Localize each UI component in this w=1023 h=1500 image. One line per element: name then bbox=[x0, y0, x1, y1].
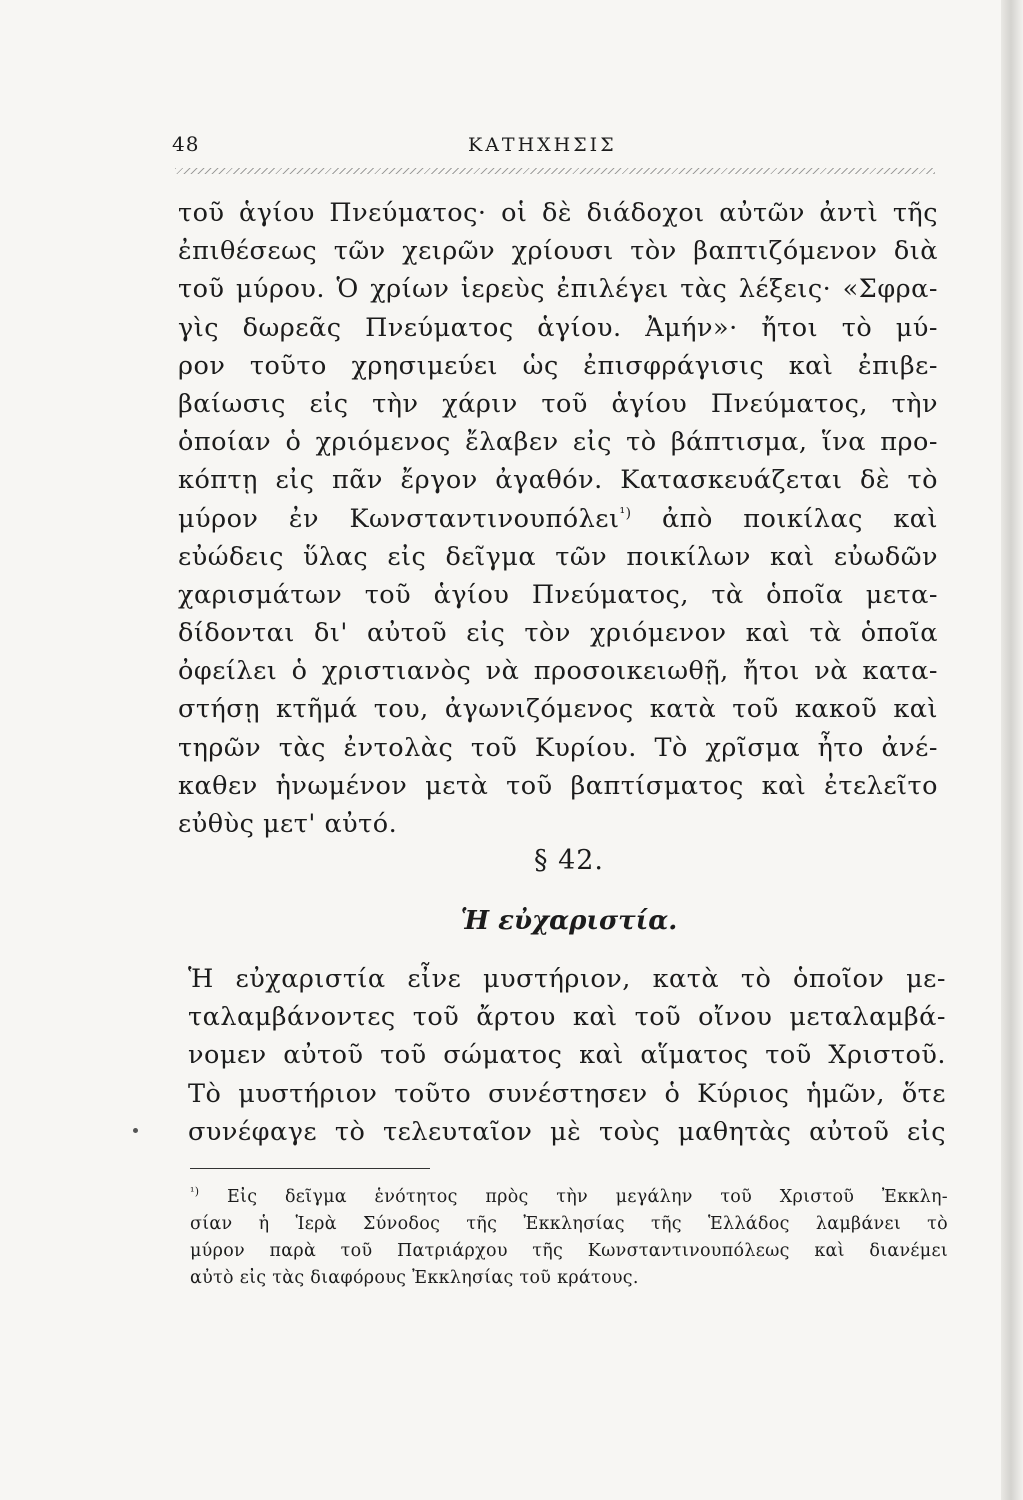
footnote-rule bbox=[190, 1168, 430, 1169]
text-line: Ἡ εὐχαριστία εἶνε μυστήριον, κατὰ τὸ ὁποῖον με- bbox=[188, 964, 946, 994]
text-line: κόπτῃ εἰς πᾶν ἔργον ἀγαθόν. Κατασκευάζεται δὲ τὸ bbox=[178, 465, 938, 496]
body-text bbox=[178, 194, 938, 843]
text-line: τηρῶν τὰς ἐντολὰς τοῦ Κυρίου. Τὸ χρῖσμα ἦτο ἀνέ- bbox=[178, 732, 938, 763]
text-line-with-footnote-ref bbox=[178, 500, 938, 538]
text-line: δίδονται δι' αὐτοῦ εἰς τὸν χριόμενον καὶ τὰ ὁποῖα bbox=[178, 618, 938, 649]
running-header bbox=[172, 132, 932, 172]
text-segment: ἀπὸ ποικίλας καὶ bbox=[631, 503, 938, 534]
text-line: τοῦ ἁγίου Πνεύματος· οἱ δὲ διάδοχοι αὐτῶν ἀντὶ τῆς bbox=[178, 198, 938, 228]
text-line: συνέφαγε τὸ τελευταῖον μὲ τοὺς μαθητὰς αὐτοῦ εἰς bbox=[188, 1116, 946, 1147]
text-line: βαίωσις εἰς τὴν χάριν τοῦ ἁγίου Πνεύματος, τὴν bbox=[178, 388, 938, 419]
text-line: γὶς δωρεᾶς Πνεύματος ἁγίου. Ἀμήν»· ἤτοι τὸ μύ- bbox=[178, 312, 938, 343]
margin-mark bbox=[133, 1128, 138, 1133]
footnote-text: Εἰς δεῖγμα ἑνότητος πρὸς τὴν μεγάλην τοῦ Χριστοῦ Ἐκκλη- bbox=[199, 1187, 948, 1207]
footnote-reference[interactable]: ¹) bbox=[619, 505, 632, 521]
footnote bbox=[190, 1184, 948, 1292]
running-title: ΚΑΤΗΧΗΣΙΣ bbox=[468, 134, 617, 156]
text-line: στήσῃ κτῆμά του, ἀγωνιζόμενος κατὰ τοῦ κακοῦ καὶ bbox=[178, 694, 938, 725]
text-line: εὐώδεις ὕλας εἰς δεῖγμα τῶν ποικίλων καὶ εὐωδῶν bbox=[178, 541, 938, 572]
header-rule bbox=[175, 168, 935, 174]
page-number: 48 bbox=[172, 132, 200, 156]
footnote-line: αὐτὸ εἰς τὰς διαφόρους Ἐκκλησίας τοῦ κράτους. bbox=[190, 1268, 639, 1288]
footnote-line: μύρον παρὰ τοῦ Πατριάρχου τῆς Κωνσταντινουπόλεως καὶ διανέμει bbox=[190, 1241, 948, 1261]
page-edge bbox=[1001, 0, 1023, 1500]
section-text bbox=[188, 960, 946, 1151]
text-line: καθεν ἡνωμένον μετὰ τοῦ βαπτίσματος καὶ ἐτελεῖτο bbox=[178, 770, 938, 801]
text-line: ἐπιθέσεως τῶν χειρῶν χρίουσι τὸν βαπτιζόμενον διὰ bbox=[178, 236, 938, 267]
text-line: ρον τοῦτο χρησιμεύει ὡς ἐπισφράγισις καὶ ἐπιβε- bbox=[178, 350, 938, 381]
text-line: χαρισμάτων τοῦ ἁγίου Πνεύματος, τὰ ὁποῖα μετα- bbox=[178, 579, 938, 610]
section-title: Ἡ εὐχαριστία. bbox=[460, 906, 678, 936]
text-line: ὁποίαν ὁ χριόμενος ἔλαβεν εἰς τὸ βάπτισμα, ἵνα προ- bbox=[178, 427, 938, 458]
text-line: Τὸ μυστήριον τοῦτο συνέστησεν ὁ Κύριος ἡμῶν, ὅτε bbox=[188, 1078, 946, 1109]
text-line: ταλαμβάνοντες τοῦ ἄρτου καὶ τοῦ οἴνου μεταλαμβά- bbox=[188, 1002, 946, 1033]
footnote-line: σίαν ἡ Ἱερὰ Σύνοδος τῆς Ἐκκλησίας τῆς Ἑλλάδος λαμβάνει τὸ bbox=[190, 1214, 948, 1234]
text-line: τοῦ μύρου. Ὁ χρίων ἱερεὺς ἐπιλέγει τὰς λέξεις· «Σφρα- bbox=[178, 274, 938, 305]
text-line: νομεν αὐτοῦ τοῦ σώματος καὶ αἵματος τοῦ Χριστοῦ. bbox=[188, 1040, 946, 1071]
footnote-marker: ¹) bbox=[190, 1185, 200, 1199]
text-segment: μύρον ἐν Κωνσταντινουπόλει bbox=[178, 503, 620, 534]
section-number: § 42. bbox=[533, 845, 605, 876]
text-line: εὐθὺς μετ' αὐτό. bbox=[178, 809, 398, 839]
footnote-line bbox=[190, 1184, 948, 1211]
text-line: ὀφείλει ὁ χριστιανὸς νὰ προσοικειωθῇ, ἤτοι νὰ κατα- bbox=[178, 656, 938, 687]
